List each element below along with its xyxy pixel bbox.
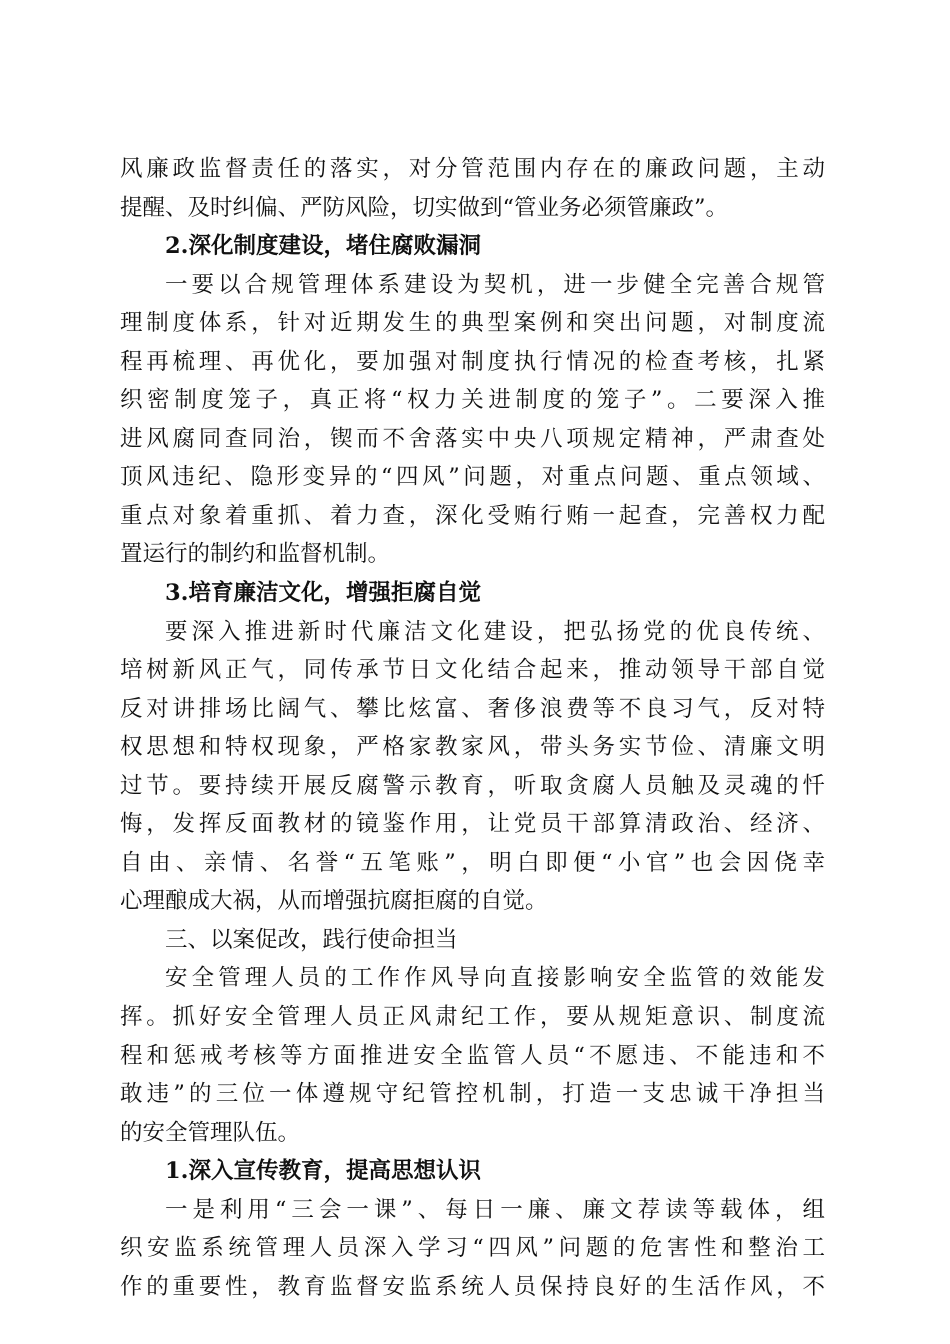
text-line: 三、以案促改，践行使命担当	[165, 926, 458, 953]
text-line: 培树新风正气，同传承节日文化结合起来，推动领导干部自觉	[120, 657, 825, 684]
text-line: 理制度体系，针对近期发生的典型案例和突出问题，对制度流	[120, 310, 825, 337]
text-line: 重点对象着重抓、着力查，深化受贿行贿一起查，完善权力配	[120, 502, 825, 529]
text-line: 悔，发挥反面教材的镜鉴作用，让党员干部算清政治、经济、	[120, 811, 825, 838]
paragraph	[120, 1191, 825, 1307]
text-line: 过节。要持续开展反腐警示教育，听取贪腐人员触及灵魂的忏	[120, 772, 825, 799]
text-line: 心理酿成大祸，从而增强抗腐拒腐的自觉。	[120, 888, 548, 915]
paragraph	[120, 266, 825, 574]
text-line: 要深入推进新时代廉洁文化建设，把弘扬党的优良传统、	[165, 618, 825, 645]
text-line: 权思想和特权现象，严格家教家风，带头务实节俭、清廉文明	[120, 734, 825, 761]
paragraph	[120, 613, 825, 921]
text-line: 一要以合规管理体系建设为契机，进一步健全完善合规管	[165, 271, 825, 298]
text-line: 程再梳理、再优化，要加强对制度执行情况的检查考核，扎紧	[120, 348, 825, 375]
document-body	[120, 150, 825, 1306]
text-line: 作的重要性，教育监督安监系统人员保持良好的生活作风，不	[120, 1273, 825, 1300]
paragraph	[120, 959, 825, 1152]
text-line: 的安全管理队伍。	[120, 1119, 301, 1146]
text-line: 反对讲排场比阔气、攀比炫富、奢侈浪费等不良习气，反对特	[120, 695, 825, 722]
text-line: 进风腐同查同治，锲而不舍落实中央八项规定精神，严肃查处	[120, 425, 825, 452]
text-line: 织密制度笼子，真正将“权力关进制度的笼子”。二要深入推	[120, 387, 825, 414]
text-line: 自由、亲情、名誉“五笔账”，明白即便“小官”也会因侥幸	[120, 849, 825, 876]
text-line: 置运行的制约和监督机制。	[120, 541, 391, 568]
text-line: 1.深入宣传教育，提高思想认识	[165, 1158, 481, 1185]
text-line: 安全管理人员的工作作风导向直接影响安全监管的效能发	[165, 965, 825, 992]
text-line: 织安监系统管理人员深入学习“四风”问题的危害性和整治工	[120, 1235, 825, 1262]
text-line: 挥。抓好安全管理人员正风肃纪工作，要从规矩意识、制度流	[120, 1004, 825, 1031]
text-line: 2.深化制度建设，堵住腐败漏洞	[165, 233, 481, 260]
text-line: 3.培育廉洁文化，增强拒腐自觉	[165, 580, 481, 607]
text-line: 提醒、及时纠偏、严防风险，切实做到“管业务必须管廉政”。	[120, 194, 729, 221]
subsection-heading	[120, 574, 825, 613]
text-line: 程和惩戒考核等方面推进安全监管人员“不愿违、不能违和不	[120, 1042, 825, 1069]
section-heading	[120, 921, 825, 960]
paragraph	[120, 150, 825, 227]
text-line: 风廉政监督责任的落实，对分管范围内存在的廉政问题，主动	[120, 156, 825, 182]
text-line: 一是利用“三会一课”、每日一廉、廉文荐读等载体，组	[165, 1196, 825, 1223]
text-line: 顶风违纪、隐形变异的“四风”问题，对重点问题、重点领域、	[120, 464, 825, 491]
subsection-heading	[120, 227, 825, 266]
text-line: 敢违”的三位一体遵规守纪管控机制，打造一支忠诚干净担当	[120, 1081, 825, 1108]
subsection-heading	[120, 1152, 825, 1191]
